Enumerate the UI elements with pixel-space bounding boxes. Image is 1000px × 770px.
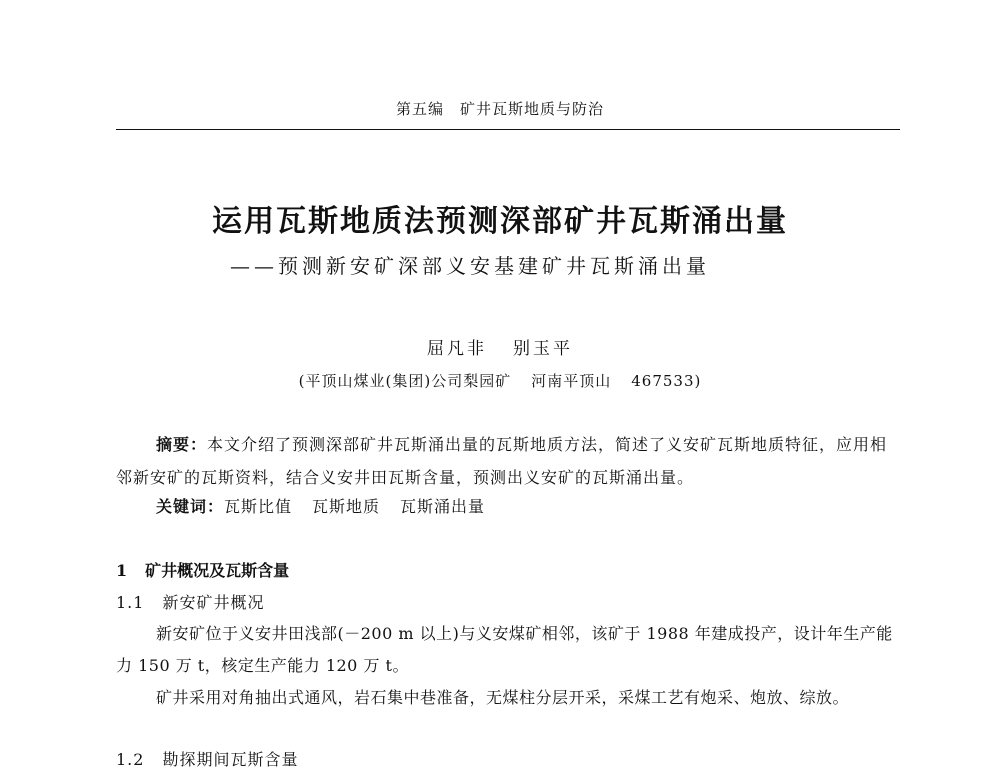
affiliation-postcode: 467533 [631, 372, 695, 390]
affiliation: (平顶山煤业(集团)公司梨园矿 河南平顶山 467533) [298, 372, 702, 390]
body-paragraph: 新安矿位于义安井田浅部(－200 m 以上)与义安煤矿相邻，该矿于 1988 年建成投产，设计年生产能力 150 万 t，核定生产能力 120 万 t。 [116, 624, 893, 675]
keywords-label: 关键词： [156, 497, 225, 516]
subsection-heading [116, 590, 264, 613]
article-title: 运用瓦斯地质法预测深部矿井瓦斯涌出量 [212, 204, 788, 239]
body-paragraph: 矿井采用对角抽出式通风，岩石集中巷准备，无煤柱分层开采，采煤工艺有炮采、炮放、综放。 [156, 688, 850, 707]
abstract-label: 摘要： [156, 435, 208, 454]
running-header-title: 矿井瓦斯地质与防治 [460, 100, 605, 118]
abstract-text: 本文介绍了预测深部矿井瓦斯涌出量的瓦斯地质方法，简述了义安矿瓦斯地质特征，应用相邻新安矿的瓦斯资料，结合义安井田瓦斯含量，预测出义安矿的瓦斯涌出量。 [116, 435, 888, 487]
section-title: 矿井概况及瓦斯含量 [145, 561, 290, 580]
running-header [0, 98, 1000, 119]
keyword: 瓦斯比值 [224, 497, 293, 516]
author: 别玉平 [513, 339, 573, 359]
subsection-title: 勘探期间瓦斯含量 [162, 750, 299, 769]
affiliation-org: 平顶山煤业(集团)公司梨园矿 [305, 372, 512, 390]
keywords [156, 494, 505, 517]
authors [0, 334, 1000, 359]
article-subtitle: ——预测新安矿深部义安基建矿井瓦斯涌出量 [230, 254, 710, 278]
keyword: 瓦斯涌出量 [400, 497, 486, 516]
subsection-title: 新安矿井概况 [162, 593, 265, 612]
affiliation-location: 河南平顶山 [531, 372, 612, 390]
header-rule [116, 129, 900, 130]
subsection-number: 1.2 [116, 750, 145, 769]
section-heading [116, 558, 289, 581]
section-number: 1 [116, 561, 128, 580]
subsection-number: 1.1 [116, 593, 145, 612]
running-header-part: 第五编 [395, 100, 444, 118]
abstract [116, 428, 900, 494]
author: 屈凡非 [427, 339, 487, 359]
keyword: 瓦斯地质 [312, 497, 381, 516]
subsection-heading [116, 747, 298, 770]
